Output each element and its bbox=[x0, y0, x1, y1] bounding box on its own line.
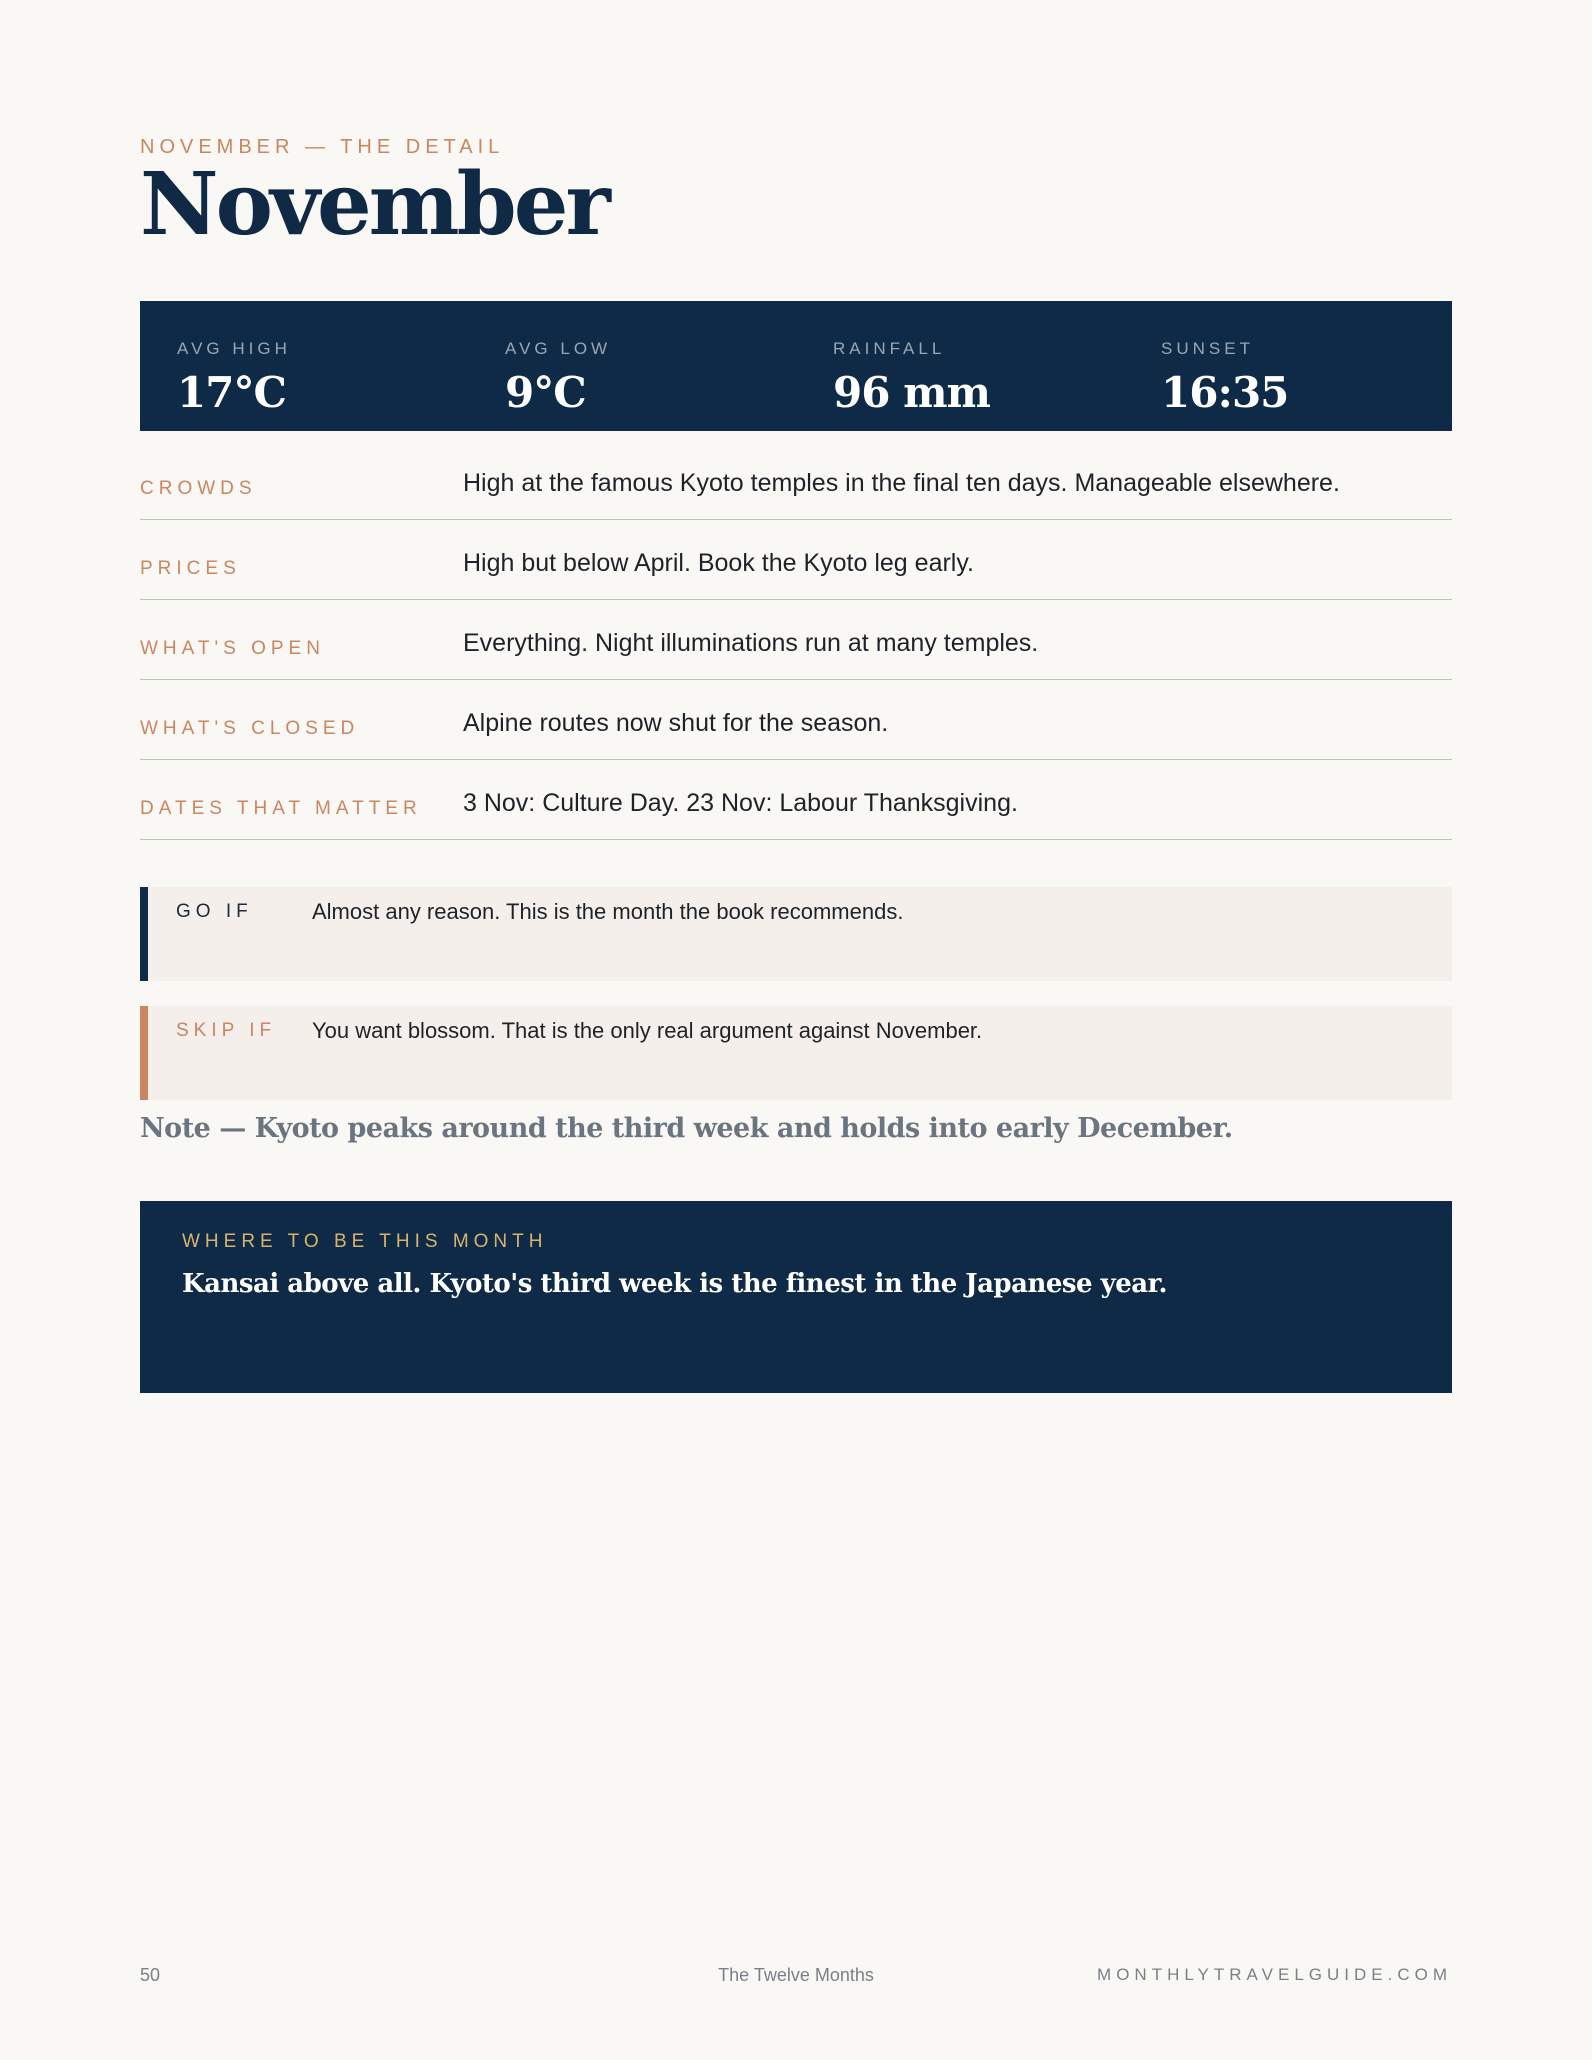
detail-text: 3 Nov: Culture Day. 23 Nov: Labour Thanksgiving. bbox=[463, 789, 1018, 817]
where-text: Kansai above all. Kyoto's third week is the finest in the Japanese year. bbox=[182, 1269, 1167, 1299]
stat-label: AVG HIGH bbox=[177, 339, 291, 358]
site-url: MONTHLYTRAVELGUIDE.COM bbox=[1097, 1965, 1452, 1984]
page-footer bbox=[140, 1965, 1452, 1989]
detail-label: WHAT'S CLOSED bbox=[140, 718, 360, 739]
detail-label: DATES THAT MATTER bbox=[140, 798, 422, 819]
skip-if-text: You want blossom. That is the only real argument against November. bbox=[312, 1018, 983, 1043]
stat-value: 17°C bbox=[177, 368, 286, 417]
page-title: November bbox=[140, 154, 608, 255]
detail-row-dates bbox=[140, 760, 1452, 840]
go-if-label: GO IF bbox=[176, 901, 253, 922]
where-label: WHERE TO BE THIS MONTH bbox=[182, 1231, 548, 1252]
stat-label: RAINFALL bbox=[833, 339, 946, 358]
stat-label: SUNSET bbox=[1161, 339, 1254, 358]
stat-label: AVG LOW bbox=[505, 339, 612, 358]
detail-text: Everything. Night illuminations run at many temples. bbox=[463, 629, 1039, 657]
detail-row-whats-closed bbox=[140, 680, 1452, 760]
stat-rainfall bbox=[796, 301, 1124, 431]
skip-if-callout bbox=[140, 1006, 1452, 1100]
detail-label: CROWDS bbox=[140, 478, 257, 499]
detail-text: High but below April. Book the Kyoto leg early. bbox=[463, 549, 974, 577]
stat-value: 16:35 bbox=[1161, 368, 1289, 417]
stat-value: 9°C bbox=[505, 368, 586, 417]
detail-label: WHAT'S OPEN bbox=[140, 638, 325, 659]
page bbox=[140, 0, 1452, 2060]
page-number: 50 bbox=[140, 1965, 161, 1985]
stat-avg-high bbox=[140, 301, 468, 431]
where-to-be-box bbox=[140, 1201, 1452, 1393]
go-if-text: Almost any reason. This is the month the book recommends. bbox=[312, 899, 904, 924]
stats-bar bbox=[140, 301, 1452, 431]
note-text: Note — Kyoto peaks around the third week and holds into early December. bbox=[140, 1113, 1233, 1144]
book-title: The Twelve Months bbox=[718, 1965, 874, 1985]
skip-if-label: SKIP IF bbox=[176, 1020, 277, 1041]
section-eyebrow: NOVEMBER — THE DETAIL bbox=[140, 136, 505, 158]
detail-label: PRICES bbox=[140, 558, 241, 579]
details-table bbox=[140, 440, 1452, 840]
stat-sunset bbox=[1124, 301, 1452, 431]
detail-row-prices bbox=[140, 520, 1452, 600]
detail-text: High at the famous Kyoto temples in the final ten days. Manageable elsewhere. bbox=[463, 469, 1340, 497]
detail-text: Alpine routes now shut for the season. bbox=[463, 709, 889, 737]
detail-row-crowds bbox=[140, 440, 1452, 520]
stat-value: 96 mm bbox=[833, 368, 990, 417]
go-if-callout bbox=[140, 887, 1452, 981]
detail-row-whats-open bbox=[140, 600, 1452, 680]
stat-avg-low bbox=[468, 301, 796, 431]
